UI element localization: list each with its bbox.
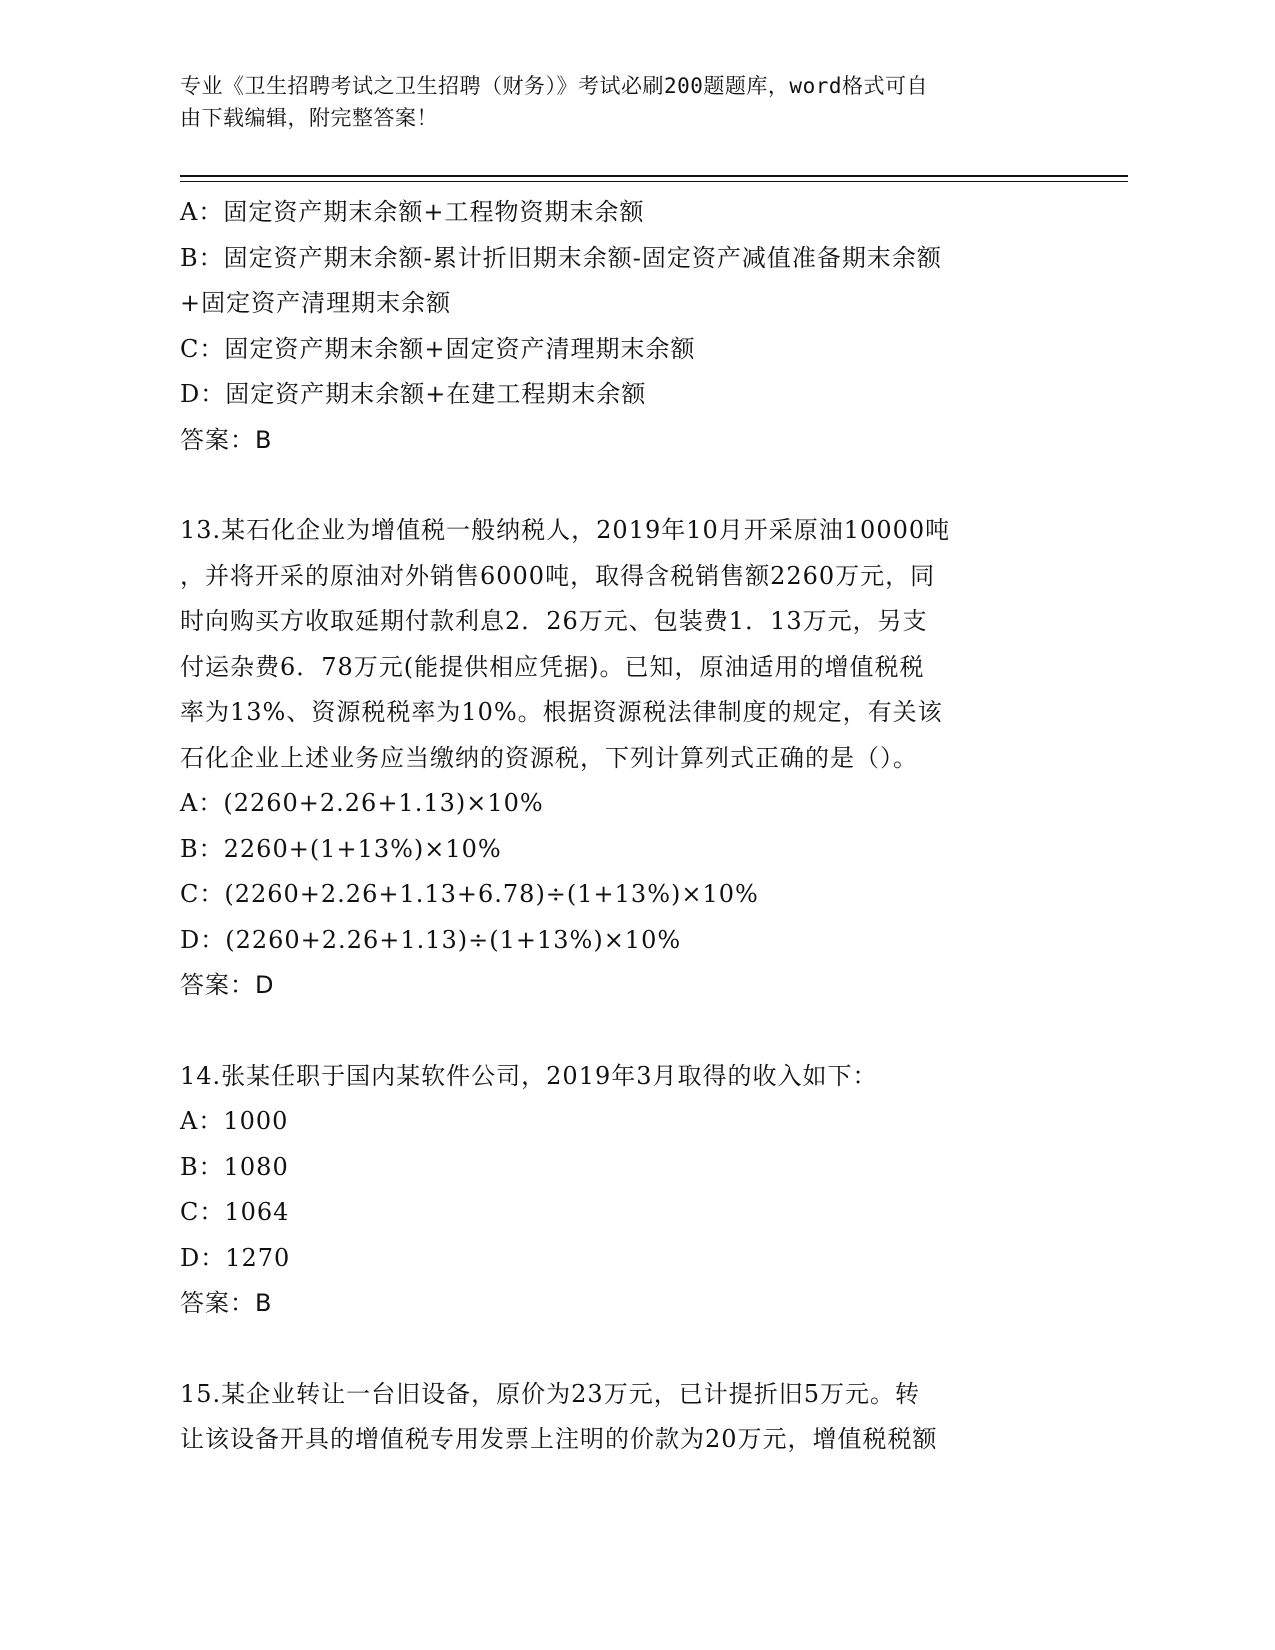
question-stem-line: 时向购买方收取延期付款利息2．26万元、包装费1．13万元，另支 (180, 607, 928, 635)
question-stem-line: 率为13%、资源税税率为10%。根据资源税法律制度的规定，有关该 (180, 698, 943, 726)
question-stem-line: 15.某企业转让一台旧设备，原价为23万元，已计提折旧5万元。转 (180, 1379, 920, 1408)
option-c: C：(2260+2.26+1.13+6.78)÷(1+13%)×10% (180, 880, 759, 908)
option-b-line-2: +固定资产清理期末余额 (180, 289, 452, 317)
question-stem-line: 付运杂费6．78万元(能提供相应凭据)。已知，原油适用的增值税税 (180, 652, 925, 681)
question-stem-line: 13.某石化企业为增值税一般纳税人，2019年10月开采原油10000吨 (180, 516, 951, 544)
answer: 答案：D (180, 971, 275, 999)
question-14 (180, 1054, 1080, 1327)
question-stem-line: 14.张某任职于国内某软件公司，2019年3月取得的收入如下： (180, 1061, 878, 1090)
spacer (180, 463, 1080, 508)
option-d: D：固定资产期末余额+在建工程期末余额 (180, 380, 647, 408)
option-d: D：1270 (180, 1243, 291, 1272)
spacer (180, 1327, 1080, 1372)
header-divider-thin (180, 181, 1128, 182)
option-a: A：1000 (180, 1107, 289, 1135)
question-13 (180, 508, 1080, 1009)
header-line-2: 由下载编辑，附完整答案！ (180, 106, 438, 130)
option-a: A：固定资产期末余额+工程物资期末余额 (180, 198, 645, 226)
page-header (180, 70, 1060, 134)
question-stem-line: 石化企业上述业务应当缴纳的资源税，下列计算列式正确的是（）。 (180, 743, 918, 772)
question-12 (180, 190, 1080, 463)
answer: 答案：B (180, 425, 273, 454)
option-d: D：(2260+2.26+1.13)÷(1+13%)×10% (180, 925, 682, 954)
header-line-1: 专业《卫生招聘考试之卫生招聘（财务）》考试必刷200题题库，word格式可自 (180, 74, 928, 98)
question-stem-line: 让该设备开具的增值税专用发票上注明的价款为20万元，增值税税额 (180, 1425, 938, 1453)
option-b-line-1: B：固定资产期末余额-累计折旧期末余额-固定资产减值准备期末余额 (180, 243, 942, 272)
document-page (180, 0, 1140, 1650)
option-b: B：2260+(1+13%)×10% (180, 834, 502, 863)
header-divider-thick (180, 175, 1128, 177)
question-stem-line: ，并将开采的原油对外销售6000吨，取得含税销售额2260万元，同 (180, 561, 936, 590)
option-b: B：1080 (180, 1152, 289, 1181)
option-a: A：(2260+2.26+1.13)×10% (180, 789, 544, 817)
question-15 (180, 1372, 1080, 1463)
answer: 答案：B (180, 1289, 273, 1317)
question-content (180, 190, 1080, 1463)
option-c: C：1064 (180, 1198, 290, 1226)
spacer (180, 1009, 1080, 1054)
option-c: C：固定资产期末余额+固定资产清理期末余额 (180, 334, 696, 363)
